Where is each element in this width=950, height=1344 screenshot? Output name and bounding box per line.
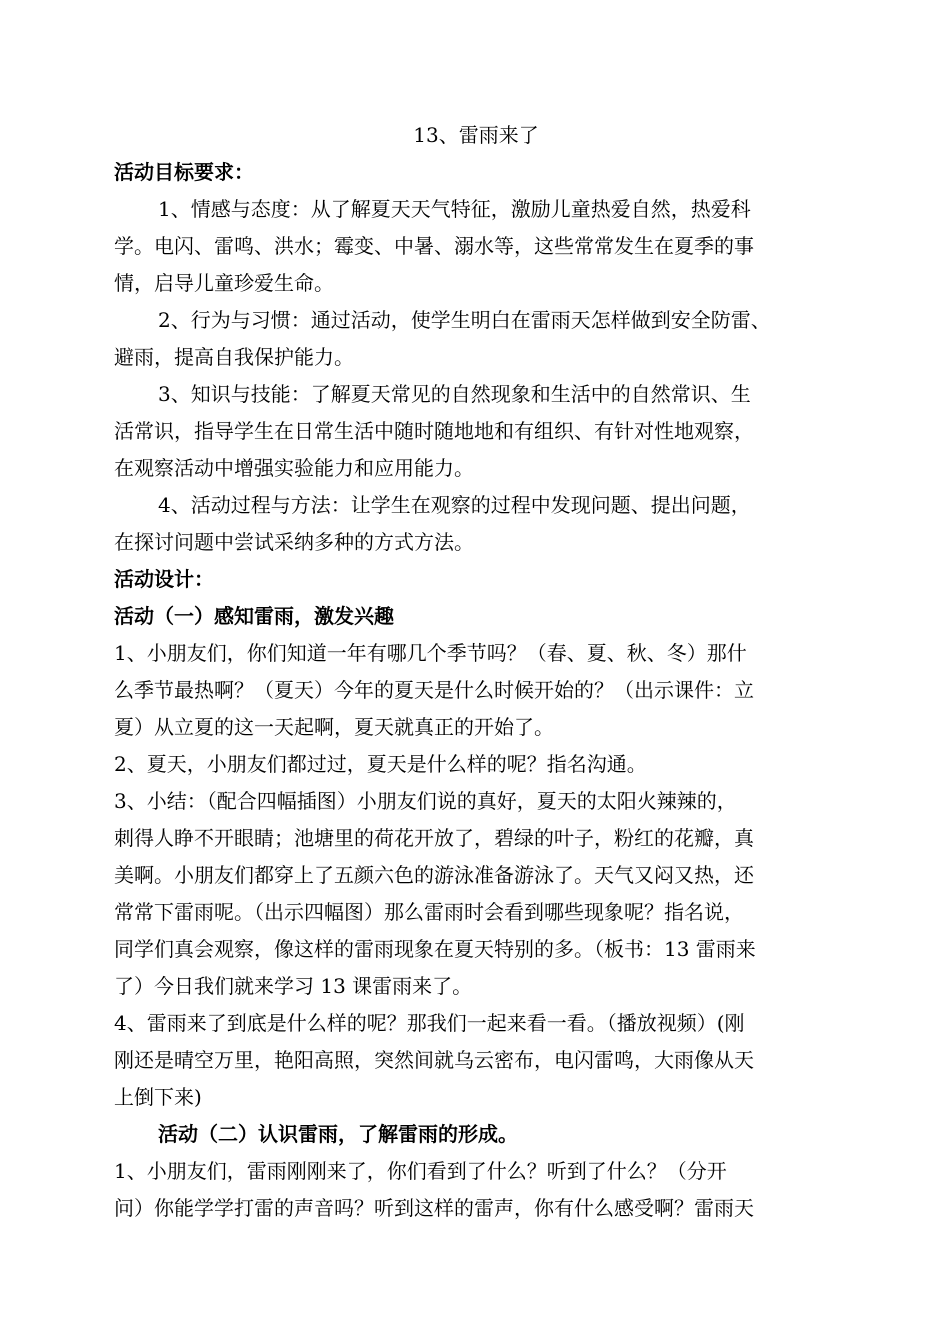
text-line: 么季节最热啊？（夏天）今年的夏天是什么时候开始的？（出示课件：立 (114, 678, 754, 702)
text-line: 1、情感与态度：从了解夏天天气特征，激励儿童热爱自然，热爱科 (158, 197, 751, 221)
text-line: 美啊。小朋友们都穿上了五颜六色的游泳准备游泳了。天气又闷又热，还 (114, 863, 754, 887)
section-heading: 活动（二）认识雷雨，了解雷雨的形成。 (158, 1122, 518, 1146)
text-line: 夏）从立夏的这一天起啊，夏天就真正的开始了。 (114, 715, 554, 739)
text-line: 同学们真会观察，像这样的雷雨现象在夏天特别的多。（板书：13 雷雨来 (114, 937, 756, 961)
text-line: 学。电闪、雷鸣、洪水；霉变、中暑、溺水等，这些常常发生在夏季的事 (114, 234, 754, 258)
document-lines (114, 154, 838, 1227)
text-line: 刺得人睁不开眼睛；池塘里的荷花开放了，碧绿的叶子，粉红的花瓣，真 (114, 826, 754, 850)
text-line: 1、小朋友们，你们知道一年有哪几个季节吗？（春、夏、秋、冬）那什 (114, 641, 747, 665)
text-line: 在探讨问题中尝试采纳多种的方式方法。 (114, 530, 474, 554)
text-line: 3、小结：（配合四幅插图）小朋友们说的真好，夏天的太阳火辣辣的， (114, 789, 737, 813)
text-line: 4、雷雨来了到底是什么样的呢？那我们一起来看一看。（播放视频）(刚 (114, 1011, 745, 1035)
text-line: 2、行为与习惯：通过活动，使学生明白在雷雨天怎样做到安全防雷、 (158, 308, 771, 332)
text-line: 2、夏天，小朋友们都过过，夏天是什么样的呢？指名沟通。 (114, 752, 647, 776)
text-line: 常常下雷雨呢。（出示四幅图）那么雷雨时会看到哪些现象呢？指名说， (114, 900, 744, 924)
text-line: 4、活动过程与方法：让学生在观察的过程中发现问题、提出问题， (158, 493, 751, 517)
text-line: 避雨，提高自我保护能力。 (114, 345, 354, 369)
document-body (114, 117, 838, 1227)
text-line: 刚还是晴空万里，艳阳高照，突然间就乌云密布，电闪雷鸣，大雨像从天 (114, 1048, 754, 1072)
section-heading: 活动目标要求： (114, 160, 254, 184)
text-line: 上倒下来) (114, 1085, 202, 1109)
text-line: 1、小朋友们，雷雨刚刚来了，你们看到了什么？听到了什么？（分开 (114, 1159, 727, 1183)
document-title: 13、雷雨来了 (413, 123, 539, 147)
text-line: 活常识，指导学生在日常生活中随时随地地和有组织、有针对性地观察， (114, 419, 754, 443)
text-line: 情，启导儿童珍爱生命。 (114, 271, 334, 295)
section-heading: 活动设计： (114, 567, 214, 591)
section-heading: 活动（一）感知雷雨，激发兴趣 (114, 604, 394, 628)
text-line: 了）今日我们就来学习 13 课雷雨来了。 (114, 974, 473, 998)
text-line: 在观察活动中增强实验能力和应用能力。 (114, 456, 474, 480)
text-line: 问）你能学学打雷的声音吗？听到这样的雷声，你有什么感受啊？雷雨天 (114, 1196, 754, 1220)
text-line: 3、知识与技能：了解夏天常见的自然现象和生活中的自然常识、生 (158, 382, 751, 406)
